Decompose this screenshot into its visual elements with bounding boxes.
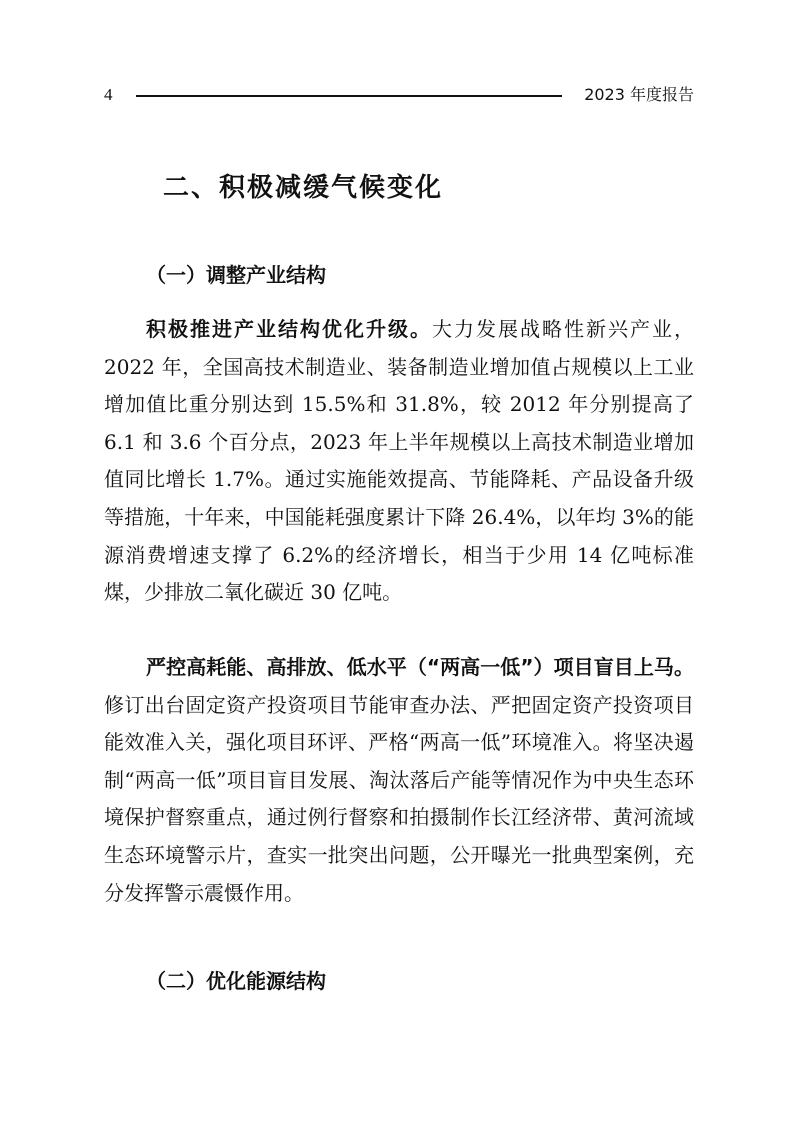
subsection-heading-energy-structure: （二）优化能源结构 [146, 969, 326, 993]
section-title: 二、积极减缓气候变化 [163, 173, 444, 203]
header-rule [136, 95, 562, 97]
paragraph-body: 大力发展战略性新兴产业，2022 年，全国高技术制造业、装备制造业增加值占规模以上工业增加值比重分别达到 15.5%和 31.8%，较 2012 年分别提高了 6.1 和 3.6 个百分点，2023 年上半年规模以上高技术制造业增加值同比增长 1.7%。通过实施能效提高、节能降耗、产品设备升级等措施，十年来，中国能耗强度累计下降 26.4%，以年均 3%的能源消费增速支撑了 6.2%的经济增长，相当于少用 14 亿吨标准煤，少排放二氧化碳近 30 亿吨。 [104, 317, 694, 605]
page-header [104, 84, 694, 108]
page-number: 4 [104, 85, 113, 104]
report-title: 2023 年度报告 [584, 85, 694, 104]
paragraph-lead: 严控高耗能、高排放、低水平（“两高一低”）项目盲目上马。 [146, 655, 694, 679]
paragraph-control-two-high-one-low [104, 649, 694, 912]
paragraph-industrial-upgrade [104, 311, 694, 612]
paragraph-lead: 积极推进产业结构优化升级。 [146, 317, 432, 341]
subsection-heading-adjust-industry: （一）调整产业结构 [146, 263, 326, 287]
paragraph-body: 修订出台固定资产投资项目节能审查办法、严把固定资产投资项目能效准入关，强化项目环评、严格“两高一低”环境准入。将坚决遏制“两高一低”项目盲目发展、淘汰落后产能等情况作为中央生态环境保护督察重点，通过例行督察和拍摄制作长江经济带、黄河流域生态环境警示片，查实一批突出问题，公开曝光一批典型案例，充分发挥警示震慑作用。 [104, 692, 694, 905]
